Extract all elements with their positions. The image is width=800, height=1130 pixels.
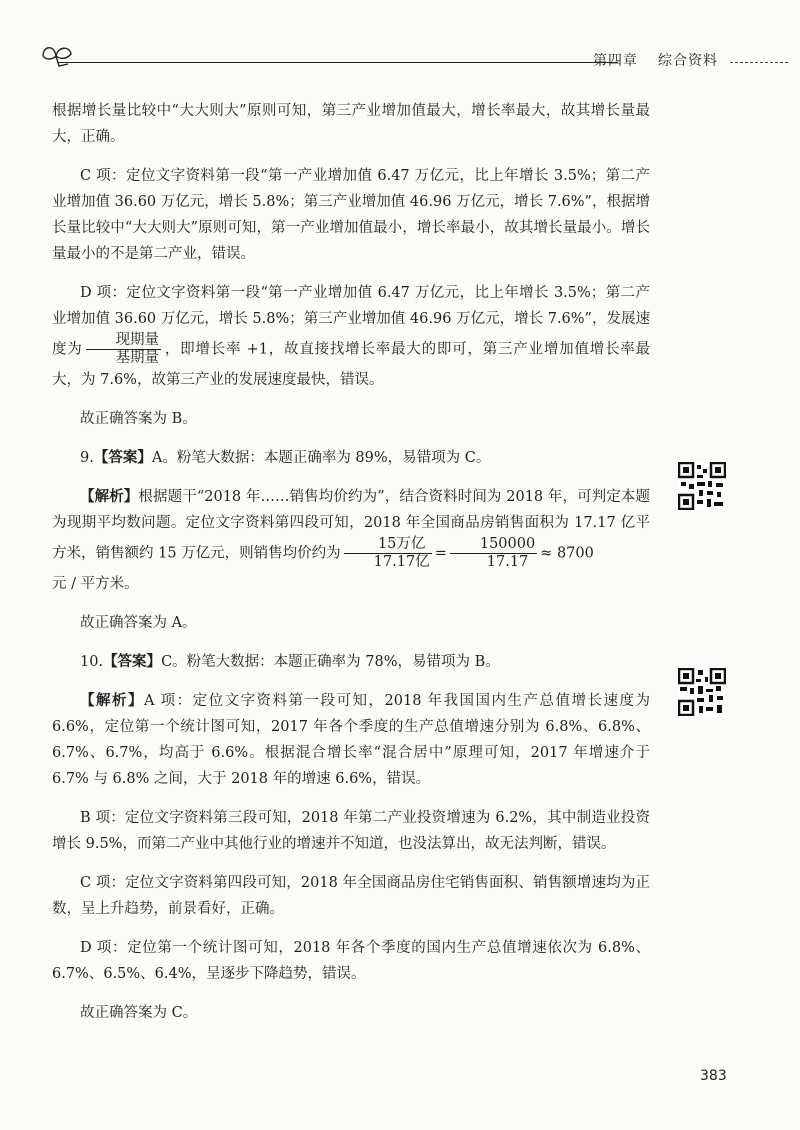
section-label: 综合资料 [658,53,718,69]
paragraph: 故正确答案为 B。 [80,411,197,427]
qr-code-icon[interactable] [678,668,726,716]
fraction-denominator: 17.17亿 [373,554,430,570]
paragraph: D 项：定位第一个统计图可知，2018 年各个季度的国内生产总值增速依次为 6.8%、6.7%、6.5%、6.4%，呈逐步下降趋势，错误。 [52,940,650,982]
chapter-label: 第四章 [593,53,638,69]
header-dash-rule [730,62,788,63]
answer-text: C。粉笔大数据：本题正确率为 78%，易错项为 B。 [161,654,500,670]
explanation-label: 【解析】 [80,488,139,505]
fraction-denominator: 17.17 [486,554,529,570]
paragraph: 故正确答案为 A。 [80,615,197,631]
explanation-label: 【解析】 [80,692,144,709]
paragraph: 根据增长量比较中“大大则大”原则可知，第三产业增加值最大，增长率最大，故其增长量最大，正确。 [52,103,650,145]
approx-value: ≈ 8700 [540,545,594,562]
fraction-numerator: 15万亿 [344,536,432,554]
text-span: A 项：定位文字资料第一段可知，2018 年我国国内生产总值增长速度为 6.6%，定位第一个统计图可知，2017 年各个季度的生产总值增速分别为 6.8%、6.8%、6.7%、6.7%，均高于 6.6%。根据混合增长率“混合居中”原理可知，2017 年增速介于 6.7% 与 6.8% 之间，大于 2018 年的增速 6.6%，错误。 [52,693,651,787]
text-span: D 项：定位文字资料第一段“第一产业增加值 6.47 万亿元，比上年增长 3.5%；第二产业增加值 36.60 万亿元，增长 5.8%；第三产业增加值 46.96 万亿元，增长 7.6%”，发展速度为 [52,285,650,358]
paragraph: C 项：定位文字资料第一段“第一产业增加值 6.47 万亿元，比上年增长 3.5%；第二产业增加值 36.60 万亿元，增长 5.8%；第三产业增加值 46.96 万亿元，增长 7.6%”，根据增长量比较中“大大则大”原则可知，第一产业增加值最小，增长率最小，故其增长量最小。增长量最小的不是第二产业，错误。 [52,168,650,262]
page-number: 383 [700,1068,727,1084]
equals-sign: = [434,545,447,562]
text-span: 根据题干“2018 年……销售均价约为”，结合资料时间为 2018 年，可判定本题为现期平均数问题。定位文字资料第四段可知，2018 年全国商品房销售面积为 17.17 亿平方米，销售额约 15 万亿元，则销售均价约为 [52,489,650,562]
question-10-explanation [52,688,650,792]
paragraph [52,280,650,393]
question-9-explanation [52,484,650,597]
fraction [450,536,537,571]
fraction [86,332,162,367]
paragraph: 故正确答案为 C。 [80,1005,198,1021]
page-body [52,98,650,1039]
paragraph: B 项：定位文字资料第三段可知，2018 年第二产业投资增速为 6.2%，其中制造业投资增长 9.5%，而第二产业中其他行业的增速并不知道，也没法算出，故无法判断，错误。 [52,810,650,852]
question-number: 10. [80,654,104,670]
text-span: 元 / 平方米。 [52,576,139,592]
question-10-answer [52,649,650,675]
answer-label: 【答案】 [93,449,152,466]
page-header [40,42,785,72]
fraction-denominator: 基期量 [115,350,160,366]
answer-text: A。粉笔大数据：本题正确率为 89%，易错项为 C。 [151,450,491,466]
answer-label: 【答案】 [103,653,162,670]
fraction-numerator: 现期量 [86,332,162,350]
question-9-answer [52,445,650,471]
fraction-numerator: 150000 [450,536,537,554]
paragraph: C 项：定位文字资料第四段可知，2018 年全国商品房住宅销售面积、销售额增速均为正数，呈上升趋势，前景看好，正确。 [52,875,650,917]
fraction [344,536,432,571]
leaf-icon [40,42,74,70]
text-span: ，即增长率 +1，故直接找增长率最大的即可，第三产业增加值增长率最大，为 7.6%，故第三产业的发展速度最快，错误。 [52,341,650,388]
question-number: 9. [80,450,94,466]
header-rule [58,62,618,63]
qr-code-icon[interactable] [678,462,726,510]
